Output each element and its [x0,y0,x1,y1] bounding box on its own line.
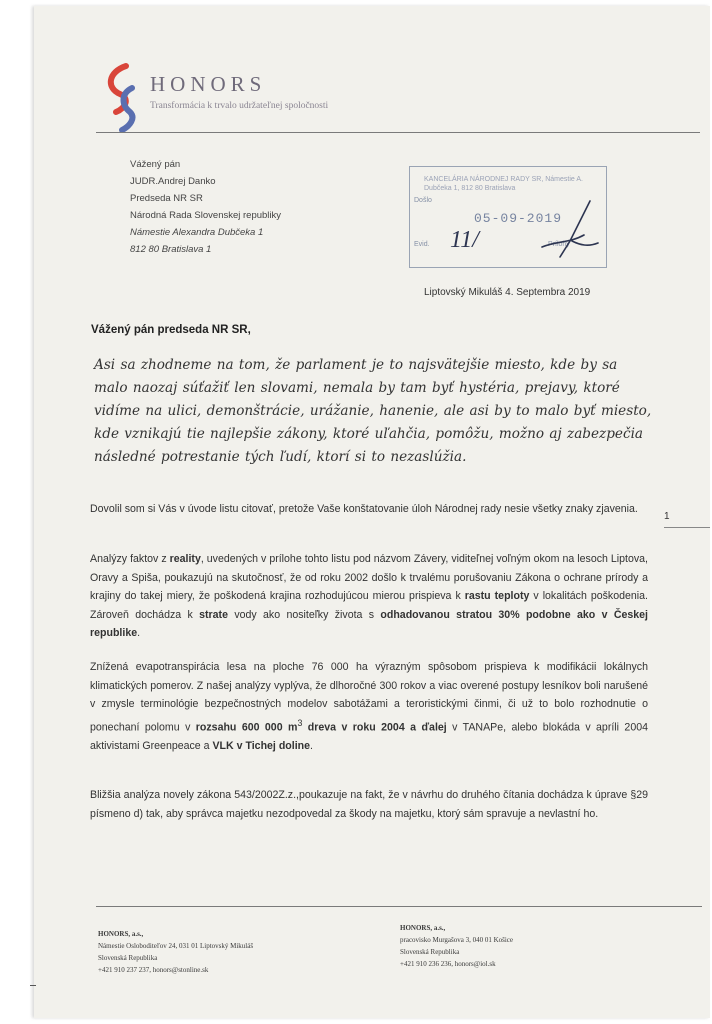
footer-left-contact: +421 910 237 237, honors@stonline.sk [98,966,209,974]
recipient-institution: Národná Rada Slovenskej republiky [130,210,282,221]
p2-text-4: vody ako nositeľky života s [227,608,381,621]
p3-bold-2: dreva v roku 2004 a ďalej [302,721,447,734]
p2-text-5: . [137,627,141,639]
page-number-rule [664,527,710,528]
stamp-date: 05-09-2019 [474,211,563,226]
stamp-label-attachments: Prílohy [548,241,570,248]
p2-text-1: Analýzy faktov z [90,553,170,565]
letter-page [34,6,710,1018]
margin-mark [30,985,36,986]
p2-bold-4: odhadovanou stratou 30% podobne ako v Českej republike [90,608,648,639]
p3-text-3: . [310,739,313,752]
page-number: 1 [664,511,670,522]
p3-text-1: Znížená evapotranspirácia lesa na ploche 76 000 ha výrazným spôsobom prispieva k modifikácii lokálnych klimatických pomerov. Z našej analýzy vyplýva, že dlhoročné 300 rokov a viac overené postupy lesníkov boli narušené v zmysle terminológie bezpečnostných modelov sabotážami a teroristickými činmi, či už to bolo rozhodnutie o ponechaní polomu v [90,661,648,734]
p3-text-2: v TANAPe, alebo blokáda v apríli 2004 aktivistami Greenpeace a [90,721,648,752]
p2-bold-3: strate [199,608,228,621]
stamp-label-evid: Evid. [414,241,430,248]
p2-text-3: v lokalitách poškodenia. Zároveň dochádza k [90,590,648,621]
footer-left-country: Slovenská Republika [98,954,158,962]
paragraph-2 [90,550,648,643]
footer-address-right [400,922,513,970]
recipient-role: Predseda NR SR [130,193,203,204]
brand-tagline: Transformácia k trvalo udržateľnej spoločnosti [150,101,329,111]
p3-bold-1: rozsahu 600 000 m [195,721,298,734]
footer-right-company: HONORS, a.s., [400,924,446,932]
stamp-signature-icon [530,197,604,263]
brand-name: HONORS [150,72,267,96]
footer-address-left [98,928,253,976]
honors-logo-icon [96,62,146,134]
footer-left-company: HONORS, a.s., [98,930,144,938]
paragraph-3 [90,658,648,755]
stamp-header: KANCELÁRIA NÁRODNEJ RADY SR, Námestie A. Dubčeka 1, 812 80 Bratislava [424,176,583,192]
salutation: Vážený pán predseda NR SR, [91,324,251,336]
recipient-address [130,156,281,258]
recipient-name: JUDR.Andrej Danko [130,176,216,187]
p3-superscript: 3 [297,717,303,728]
footer-right-contact: +421 910 236 236, honors@iol.sk [400,960,496,968]
receipt-stamp [409,166,607,268]
footer-right-address: pracovisko Murgašova 3, 040 01 Košice [400,936,514,944]
stamp-label-received: Došlo [414,197,432,204]
recipient-greeting: Vážený pán [130,159,181,170]
opening-quote: Asi sa zhodneme na tom, že parlament je to najsvätejšie miesto, kde by sa malo naozaj súťažiť len slovami, nemala by tam byť hystéria, prejavy, ktoré vidíme na ulici, demonštrácie, urážanie, hanenie, ale asi by to malo byť miesto, kde vznikajú tie najlepšie zákony, ktoré uľahčia, pomôžu, možno aj zabezpečia následné potrestanie tých ľudí, ktorí si to nezaslúžia. [94,357,652,465]
paragraph-1: Dovolil som si Vás v úvode listu citovať, pretože Vaše konštatovanie úloh Národnej rady nesie všetky znaky zjavenia. [90,503,638,515]
p2-bold-2: rastu teploty [464,590,530,602]
paragraph-4: Bližšia analýza novely zákona 543/2002Z.z.,poukazuje na fakt, že v návrhu do druhého čítania dochádza k úprave §29 písmeno d) tak, aby správca majetku nezodpovedal za škody na majetku, ktorý sám spravuje a nevlastní ho. [90,789,648,820]
place-and-date: Liptovský Mikuláš 4. Septembra 2019 [424,287,591,298]
p2-text-2: , uvedených v prílohe tohto listu pod názvom Závery, viditeľnej voľným okom na lesoch Liptova, Oravy a Spiša, poukazujú na skutočnosť, že od roku 2002 došlo k trvalému porušovaniu Zákona o ochrane prírody a krajiny do takej miery, že poškodená krajina rozhodujúcou mierou prispieva k [90,553,648,602]
recipient-street: Námestie Alexandra Dubčeka 1 [130,227,264,238]
stamp-number: 11/ [450,227,479,253]
p3-bold-3: VLK v Tichej doline [212,739,311,752]
footer-divider [96,906,702,907]
recipient-city: 812 80 Bratislava 1 [130,244,212,255]
p2-bold-1: reality [169,553,201,565]
footer-right-country: Slovenská Republika [400,948,460,956]
header-divider [96,132,700,133]
footer-left-address: Námestie Osloboditeľov 24, 031 01 Liptovský Mikuláš [98,942,254,950]
